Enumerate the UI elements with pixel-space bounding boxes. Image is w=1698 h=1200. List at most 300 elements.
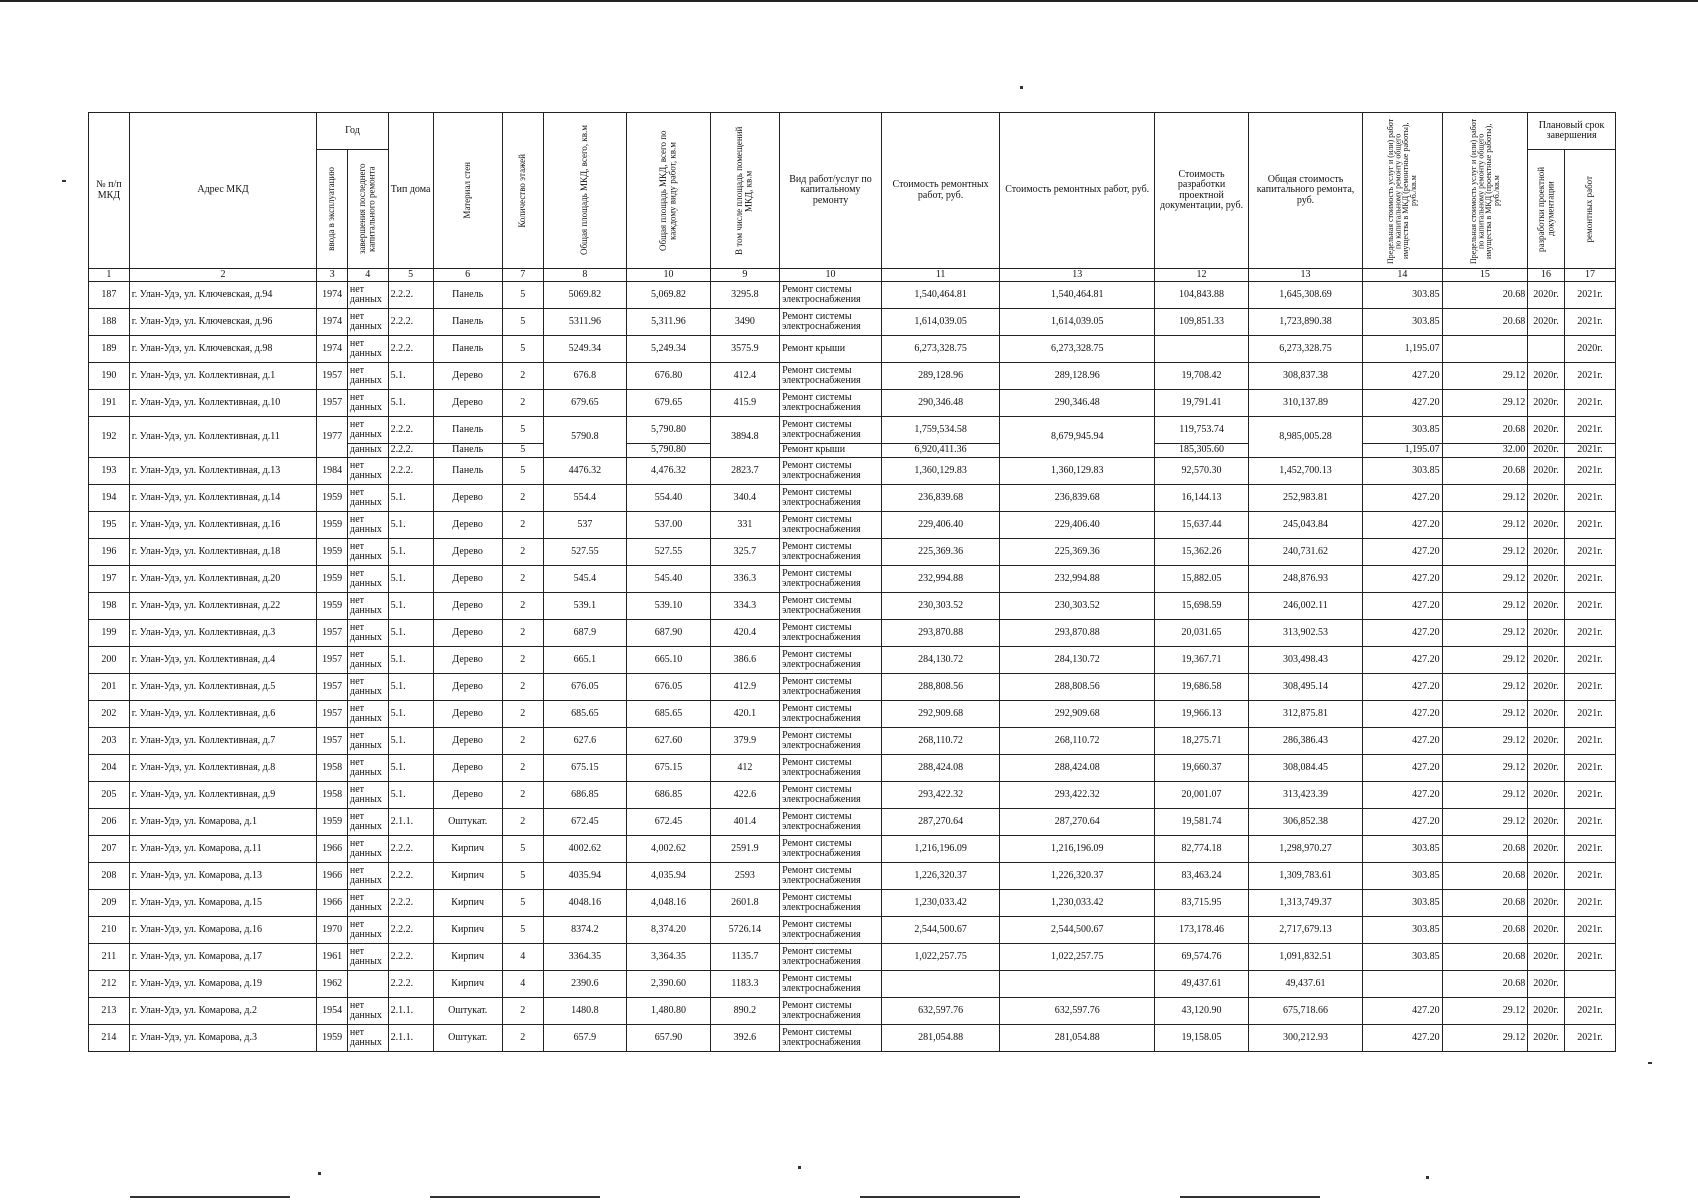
cell-limit-repair: 427.20 [1363, 701, 1443, 728]
cell-deadline-repair [1564, 971, 1615, 998]
cell-deadline-design: 2020г. [1528, 917, 1565, 944]
cell-address: г. Улан-Удэ, ул. Коллективная, д.13 [129, 458, 317, 485]
cell-area-premises: 379.9 [710, 728, 779, 755]
cell-address: г. Улан-Удэ, ул. Ключевская, д.96 [129, 309, 317, 336]
cell-limit-design: 29.12 [1442, 1025, 1528, 1052]
cell-deadline-design: 2020г. [1528, 539, 1565, 566]
cell-wall-material: Дерево [433, 539, 502, 566]
column-number: 10 [780, 269, 882, 282]
cell-floors: 2 [502, 728, 543, 755]
cell-address: г. Улан-Удэ, ул. Комарова, д.19 [129, 971, 317, 998]
cell-address: г. Улан-Удэ, ул. Коллективная, д.9 [129, 782, 317, 809]
table-body [89, 282, 1616, 1052]
cell-cost-repair: 281,054.88 [881, 1025, 999, 1052]
cell-year-commission: 1959 [317, 539, 348, 566]
cell-cost-repair: 6,273,328.75 [881, 336, 999, 363]
cell-address: г. Улан-Удэ, ул. Ключевская, д.94 [129, 282, 317, 309]
cell-deadline-design: 2020г. [1528, 944, 1565, 971]
cell-area-total: 675.15 [543, 755, 627, 782]
cell-wall-material: Дерево [433, 620, 502, 647]
cell-cost-repair: 1,216,196.09 [881, 836, 999, 863]
cell-area-premises: 420.1 [710, 701, 779, 728]
cell-limit-repair: 427.20 [1363, 390, 1443, 417]
cell-floors: 5 [502, 309, 543, 336]
cell-limit-repair: 427.20 [1363, 755, 1443, 782]
cell-cost-design: 15,362.26 [1155, 539, 1249, 566]
cell-limit-design: 20.68 [1442, 458, 1528, 485]
cell-area-by-work: 685.65 [627, 701, 711, 728]
cell-deadline-repair: 2021г. [1564, 539, 1615, 566]
cell-cost-repair: 292,909.68 [881, 701, 999, 728]
cell-cost-design: 173,178.46 [1155, 917, 1249, 944]
cell-cost-design: 19,158.05 [1155, 1025, 1249, 1052]
cell-deadline-repair: 2021г. [1564, 1025, 1615, 1052]
cell-area-premises: 890.2 [710, 998, 779, 1025]
cell-limit-design: 29.12 [1442, 809, 1528, 836]
header-no: № п/п МКД [89, 113, 130, 269]
table-row [89, 728, 1616, 755]
cell-address: г. Улан-Удэ, ул. Коллективная, д.8 [129, 755, 317, 782]
cell-cost-repair-total: 1,022,257.75 [1000, 944, 1155, 971]
cell-cost-repair-total: 1,226,320.37 [1000, 863, 1155, 890]
cell-year-commission: 1966 [317, 890, 348, 917]
cell-cost-design: 20,031.65 [1155, 620, 1249, 647]
cell-address: г. Улан-Удэ, ул. Комарова, д.1 [129, 809, 317, 836]
cell-cost-repair [881, 971, 999, 998]
cell-limit-repair: 303.85 [1363, 458, 1443, 485]
header-deadline-design: разработки проектной документации [1528, 150, 1565, 269]
cell-deadline-repair: 2021г. [1564, 674, 1615, 701]
cell-cost-total: 303,498.43 [1248, 647, 1362, 674]
cell-year-last-repair: нет данных [347, 998, 388, 1025]
cell-year-last-repair [347, 971, 388, 998]
cell-cost-repair-total: 289,128.96 [1000, 363, 1155, 390]
cell-cost-repair-total: 6,273,328.75 [1000, 336, 1155, 363]
repair-register-table [88, 112, 1616, 1052]
cell-cost-design: 18,275.71 [1155, 728, 1249, 755]
cell-cost-repair: 288,424.08 [881, 755, 999, 782]
cell-house-type: 5.1. [388, 566, 433, 593]
cell-limit-design: 29.12 [1442, 512, 1528, 539]
cell-cost-total: 1,645,308.69 [1248, 282, 1362, 309]
cell-area-total: 4002.62 [543, 836, 627, 863]
cell-limit-design: 29.12 [1442, 566, 1528, 593]
cell-no: 213 [89, 998, 130, 1025]
cell-limit-design: 20.68 [1442, 417, 1528, 444]
cell-area-by-work: 686.85 [627, 782, 711, 809]
cell-limit-design: 29.12 [1442, 674, 1528, 701]
header-floors: Количество этажей [502, 113, 543, 269]
cell-cost-repair: 1,614,039.05 [881, 309, 999, 336]
table-row [89, 917, 1616, 944]
cell-cost-repair-total: 268,110.72 [1000, 728, 1155, 755]
cell-wall-material: Дерево [433, 782, 502, 809]
cell-deadline-design [1528, 336, 1565, 363]
header-limit-design: Предельная стоимость услуг и (или) работ по капитальному ремонту общего имущества в МКД (проектные работы), руб./кв.м [1442, 113, 1528, 269]
cell-cost-design: 83,715.95 [1155, 890, 1249, 917]
cell-area-by-work: 4,035.94 [627, 863, 711, 890]
cell-area-premises: 2591.9 [710, 836, 779, 863]
cell-year-commission: 1974 [317, 282, 348, 309]
cell-cost-repair: 293,422.32 [881, 782, 999, 809]
cell-address: г. Улан-Удэ, ул. Коллективная, д.16 [129, 512, 317, 539]
cell-year-last-repair: нет данных [347, 309, 388, 336]
table-row [89, 890, 1616, 917]
cell-cost-total: 1,452,700.13 [1248, 458, 1362, 485]
cell-year-commission: 1966 [317, 863, 348, 890]
cell-cost-repair-total: 287,270.64 [1000, 809, 1155, 836]
cell-deadline-repair: 2021г. [1564, 863, 1615, 890]
cell-no: 196 [89, 539, 130, 566]
cell-deadline-repair: 2021г. [1564, 998, 1615, 1025]
cell-house-type: 5.1. [388, 485, 433, 512]
table-row [89, 944, 1616, 971]
cell-wall-material: Дерево [433, 485, 502, 512]
table-row [89, 701, 1616, 728]
cell-cost-design: 69,574.76 [1155, 944, 1249, 971]
cell-cost-repair: 1,226,320.37 [881, 863, 999, 890]
cell-house-type: 5.1. [388, 390, 433, 417]
table-row [89, 458, 1616, 485]
cell-area-by-work: 687.90 [627, 620, 711, 647]
cell-area-premises: 401.4 [710, 809, 779, 836]
cell-deadline-design: 2020г. [1528, 390, 1565, 417]
cell-area-premises: 331 [710, 512, 779, 539]
cell-cost-total: 240,731.62 [1248, 539, 1362, 566]
cell-deadline-design: 2020г. [1528, 809, 1565, 836]
cell-limit-repair: 427.20 [1363, 485, 1443, 512]
cell-floors: 2 [502, 1025, 543, 1052]
cell-wall-material: Дерево [433, 728, 502, 755]
cell-house-type: 2.2.2. [388, 458, 433, 485]
cell-wall-material: Дерево [433, 566, 502, 593]
cell-cost-design [1155, 336, 1249, 363]
table-row [89, 836, 1616, 863]
cell-area-premises: 386.6 [710, 647, 779, 674]
cell-year-commission: 1959 [317, 1025, 348, 1052]
scan-mark [62, 180, 66, 182]
cell-limit-repair: 303.85 [1363, 863, 1443, 890]
cell-area-premises: 412.9 [710, 674, 779, 701]
cell-area-by-work: 5,311.96 [627, 309, 711, 336]
cell-cost-total: 300,212.93 [1248, 1025, 1362, 1052]
cell-wall-material: Оштукат. [433, 998, 502, 1025]
cell-year-commission: 1958 [317, 755, 348, 782]
cell-work-type: Ремонт крыши [780, 336, 882, 363]
cell-cost-repair: 232,994.88 [881, 566, 999, 593]
cell-limit-design: 29.12 [1442, 390, 1528, 417]
cell-deadline-design: 2020г. [1528, 363, 1565, 390]
cell-cost-repair-total: 293,870.88 [1000, 620, 1155, 647]
cell-wall-material: Кирпич [433, 917, 502, 944]
cell-area-total: 686.85 [543, 782, 627, 809]
cell-year-last-repair: нет данных [347, 917, 388, 944]
cell-cost-repair: 225,369.36 [881, 539, 999, 566]
cell-limit-design: 29.12 [1442, 701, 1528, 728]
cell-work-type: Ремонт системы электроснабжения [780, 917, 882, 944]
cell-year-commission: 1959 [317, 512, 348, 539]
cell-house-type: 5.1. [388, 647, 433, 674]
cell-address: г. Улан-Удэ, ул. Коллективная, д.20 [129, 566, 317, 593]
cell-wall-material: Дерево [433, 363, 502, 390]
cell-limit-repair: 427.20 [1363, 1025, 1443, 1052]
cell-no: 214 [89, 1025, 130, 1052]
cell-work-type: Ремонт системы электроснабжения [780, 944, 882, 971]
cell-year-commission: 1977 [317, 417, 348, 458]
cell-year-last-repair: нет данных [347, 647, 388, 674]
cell-limit-repair: 303.85 [1363, 944, 1443, 971]
cell-work-type: Ремонт системы электроснабжения [780, 809, 882, 836]
cell-limit-repair: 427.20 [1363, 620, 1443, 647]
scan-mark [130, 1196, 290, 1198]
cell-area-by-work: 4,476.32 [627, 458, 711, 485]
cell-area-premises: 325.7 [710, 539, 779, 566]
cell-year-last-repair: данных [347, 444, 388, 458]
cell-house-type: 2.2.2. [388, 944, 433, 971]
cell-area-total: 2390.6 [543, 971, 627, 998]
header-address: Адрес МКД [129, 113, 317, 269]
cell-deadline-repair: 2021г. [1564, 620, 1615, 647]
cell-year-last-repair: нет данных [347, 282, 388, 309]
cell-house-type: 2.2.2. [388, 890, 433, 917]
header-area-total: Общая площадь МКД, всего, кв.м [543, 113, 627, 269]
cell-work-type: Ремонт системы электроснабжения [780, 390, 882, 417]
cell-year-commission: 1957 [317, 390, 348, 417]
cell-area-total: 5790.8 [543, 417, 627, 458]
cell-no: 197 [89, 566, 130, 593]
cell-area-by-work: 657.90 [627, 1025, 711, 1052]
cell-limit-design: 29.12 [1442, 755, 1528, 782]
scan-dot [1426, 1176, 1429, 1179]
cell-cost-repair-total: 232,994.88 [1000, 566, 1155, 593]
cell-floors: 2 [502, 782, 543, 809]
cell-house-type: 5.1. [388, 728, 433, 755]
header-cost-design: Стоимость разработки проектной документации, руб. [1155, 113, 1249, 269]
table-row [89, 809, 1616, 836]
cell-no: 191 [89, 390, 130, 417]
cell-wall-material: Дерево [433, 512, 502, 539]
cell-wall-material: Дерево [433, 755, 502, 782]
cell-floors: 5 [502, 444, 543, 458]
cell-limit-repair: 427.20 [1363, 998, 1443, 1025]
header-deadline-group: Плановый срок завершения [1528, 113, 1616, 150]
cell-deadline-design: 2020г. [1528, 836, 1565, 863]
cell-cost-total: 1,298,970.27 [1248, 836, 1362, 863]
cell-house-type: 5.1. [388, 512, 433, 539]
cell-address: г. Улан-Удэ, ул. Коллективная, д.22 [129, 593, 317, 620]
column-number: 2 [129, 269, 317, 282]
cell-work-type: Ремонт системы электроснабжения [780, 309, 882, 336]
cell-house-type: 2.2.2. [388, 444, 433, 458]
cell-limit-design: 20.68 [1442, 917, 1528, 944]
header-work-type: Вид работ/услуг по капитальному ремонту [780, 113, 882, 269]
cell-floors: 2 [502, 674, 543, 701]
table-row [89, 782, 1616, 809]
cell-cost-design: 19,791.41 [1155, 390, 1249, 417]
cell-address: г. Улан-Удэ, ул. Комарова, д.16 [129, 917, 317, 944]
cell-area-total: 1480.8 [543, 998, 627, 1025]
table-row [89, 674, 1616, 701]
cell-house-type: 2.2.2. [388, 971, 433, 998]
column-number: 13 [1000, 269, 1155, 282]
cell-no: 190 [89, 363, 130, 390]
cell-house-type: 2.2.2. [388, 417, 433, 444]
header-wall-material: Материал стен [433, 113, 502, 269]
cell-area-premises: 336.3 [710, 566, 779, 593]
cell-area-total: 4476.32 [543, 458, 627, 485]
cell-limit-design: 29.12 [1442, 539, 1528, 566]
cell-limit-design [1442, 336, 1528, 363]
cell-deadline-repair: 2021г. [1564, 390, 1615, 417]
header-year-last-repair: завершения последнего капитального ремонта [347, 150, 388, 269]
cell-year-last-repair: нет данных [347, 485, 388, 512]
cell-no: 211 [89, 944, 130, 971]
table-row [89, 282, 1616, 309]
cell-floors: 2 [502, 566, 543, 593]
cell-no: 206 [89, 809, 130, 836]
cell-deadline-design: 2020г. [1528, 782, 1565, 809]
cell-area-by-work: 627.60 [627, 728, 711, 755]
cell-area-by-work: 4,002.62 [627, 836, 711, 863]
cell-house-type: 5.1. [388, 701, 433, 728]
cell-no: 208 [89, 863, 130, 890]
cell-deadline-repair: 2021г. [1564, 566, 1615, 593]
table-row [89, 620, 1616, 647]
cell-wall-material: Панель [433, 444, 502, 458]
cell-year-commission: 1957 [317, 701, 348, 728]
cell-house-type: 5.1. [388, 755, 433, 782]
cell-floors: 5 [502, 336, 543, 363]
table-row [89, 309, 1616, 336]
cell-limit-repair: 427.20 [1363, 674, 1443, 701]
cell-deadline-repair: 2021г. [1564, 755, 1615, 782]
cell-deadline-design: 2020г. [1528, 485, 1565, 512]
cell-cost-repair-total: 292,909.68 [1000, 701, 1155, 728]
cell-wall-material: Кирпич [433, 863, 502, 890]
cell-area-total: 627.6 [543, 728, 627, 755]
cell-year-commission: 1957 [317, 728, 348, 755]
cell-cost-total: 313,423.39 [1248, 782, 1362, 809]
cell-work-type: Ремонт системы электроснабжения [780, 971, 882, 998]
cell-area-total: 554.4 [543, 485, 627, 512]
cell-area-premises: 2823.7 [710, 458, 779, 485]
cell-limit-design: 32.00 [1442, 444, 1528, 458]
cell-wall-material: Оштукат. [433, 1025, 502, 1052]
cell-cost-design: 19,966.13 [1155, 701, 1249, 728]
cell-area-premises: 340.4 [710, 485, 779, 512]
cell-cost-repair-total: 293,422.32 [1000, 782, 1155, 809]
cell-house-type: 2.2.2. [388, 309, 433, 336]
column-number: 14 [1363, 269, 1443, 282]
cell-deadline-design: 2020г. [1528, 863, 1565, 890]
cell-area-by-work: 676.05 [627, 674, 711, 701]
cell-area-premises: 3490 [710, 309, 779, 336]
table-row [89, 363, 1616, 390]
cell-address: г. Улан-Удэ, ул. Комарова, д.3 [129, 1025, 317, 1052]
cell-cost-total: 308,084.45 [1248, 755, 1362, 782]
cell-cost-repair: 236,839.68 [881, 485, 999, 512]
cell-limit-design: 29.12 [1442, 485, 1528, 512]
cell-area-premises: 420.4 [710, 620, 779, 647]
cell-area-total: 4048.16 [543, 890, 627, 917]
cell-year-commission: 1959 [317, 566, 348, 593]
cell-deadline-repair: 2021г. [1564, 417, 1615, 444]
cell-area-total: 537 [543, 512, 627, 539]
cell-year-commission: 1957 [317, 363, 348, 390]
cell-cost-design: 19,686.58 [1155, 674, 1249, 701]
cell-deadline-repair: 2021г. [1564, 485, 1615, 512]
cell-deadline-repair: 2021г. [1564, 728, 1615, 755]
header-cost-total: Общая стоимость капитального ремонта, руб. [1248, 113, 1362, 269]
cell-area-total: 527.55 [543, 539, 627, 566]
cell-address: г. Улан-Удэ, ул. Коллективная, д.7 [129, 728, 317, 755]
cell-cost-repair-total: 8,679,945.94 [1000, 417, 1155, 458]
cell-work-type: Ремонт крыши [780, 444, 882, 458]
cell-no: 210 [89, 917, 130, 944]
cell-no: 209 [89, 890, 130, 917]
cell-cost-design: 92,570.30 [1155, 458, 1249, 485]
cell-cost-total: 313,902.53 [1248, 620, 1362, 647]
cell-cost-total: 306,852.38 [1248, 809, 1362, 836]
cell-work-type: Ремонт системы электроснабжения [780, 282, 882, 309]
cell-cost-total: 246,002.11 [1248, 593, 1362, 620]
cell-house-type: 2.2.2. [388, 336, 433, 363]
cell-year-last-repair: нет данных [347, 539, 388, 566]
cell-area-premises: 3295.8 [710, 282, 779, 309]
cell-work-type: Ремонт системы электроснабжения [780, 728, 882, 755]
cell-deadline-design: 2020г. [1528, 701, 1565, 728]
column-number: 4 [347, 269, 388, 282]
cell-cost-design: 109,851.33 [1155, 309, 1249, 336]
cell-cost-design: 104,843.88 [1155, 282, 1249, 309]
cell-wall-material: Кирпич [433, 971, 502, 998]
cell-floors: 5 [502, 417, 543, 444]
cell-cost-total: 8,985,005.28 [1248, 417, 1362, 458]
cell-cost-repair-total: 236,839.68 [1000, 485, 1155, 512]
cell-cost-repair: 1,230,033.42 [881, 890, 999, 917]
cell-floors: 2 [502, 363, 543, 390]
cell-no: 205 [89, 782, 130, 809]
cell-work-type: Ремонт системы электроснабжения [780, 890, 882, 917]
cell-area-total: 672.45 [543, 809, 627, 836]
cell-cost-total: 1,309,783.61 [1248, 863, 1362, 890]
cell-area-premises: 412.4 [710, 363, 779, 390]
table-row [89, 647, 1616, 674]
cell-cost-total: 308,837.38 [1248, 363, 1362, 390]
cell-floors: 5 [502, 458, 543, 485]
cell-cost-repair-total: 290,346.48 [1000, 390, 1155, 417]
cell-work-type: Ремонт системы электроснабжения [780, 539, 882, 566]
column-number: 11 [881, 269, 999, 282]
cell-area-total: 8374.2 [543, 917, 627, 944]
header-cost-repair: Стоимость ремонтных работ, руб. [881, 113, 999, 269]
cell-area-total: 545.4 [543, 566, 627, 593]
cell-floors: 5 [502, 282, 543, 309]
cell-limit-repair: 427.20 [1363, 647, 1443, 674]
cell-area-by-work: 676.80 [627, 363, 711, 390]
cell-area-premises: 334.3 [710, 593, 779, 620]
cell-cost-repair-total: 284,130.72 [1000, 647, 1155, 674]
cell-no: 194 [89, 485, 130, 512]
cell-area-by-work: 554.40 [627, 485, 711, 512]
cell-limit-repair: 427.20 [1363, 363, 1443, 390]
cell-limit-repair: 1,195.07 [1363, 444, 1443, 458]
cell-area-premises: 412 [710, 755, 779, 782]
cell-limit-repair: 303.85 [1363, 417, 1443, 444]
cell-wall-material: Дерево [433, 647, 502, 674]
scan-mark [430, 1196, 600, 1198]
table-row [89, 336, 1616, 363]
